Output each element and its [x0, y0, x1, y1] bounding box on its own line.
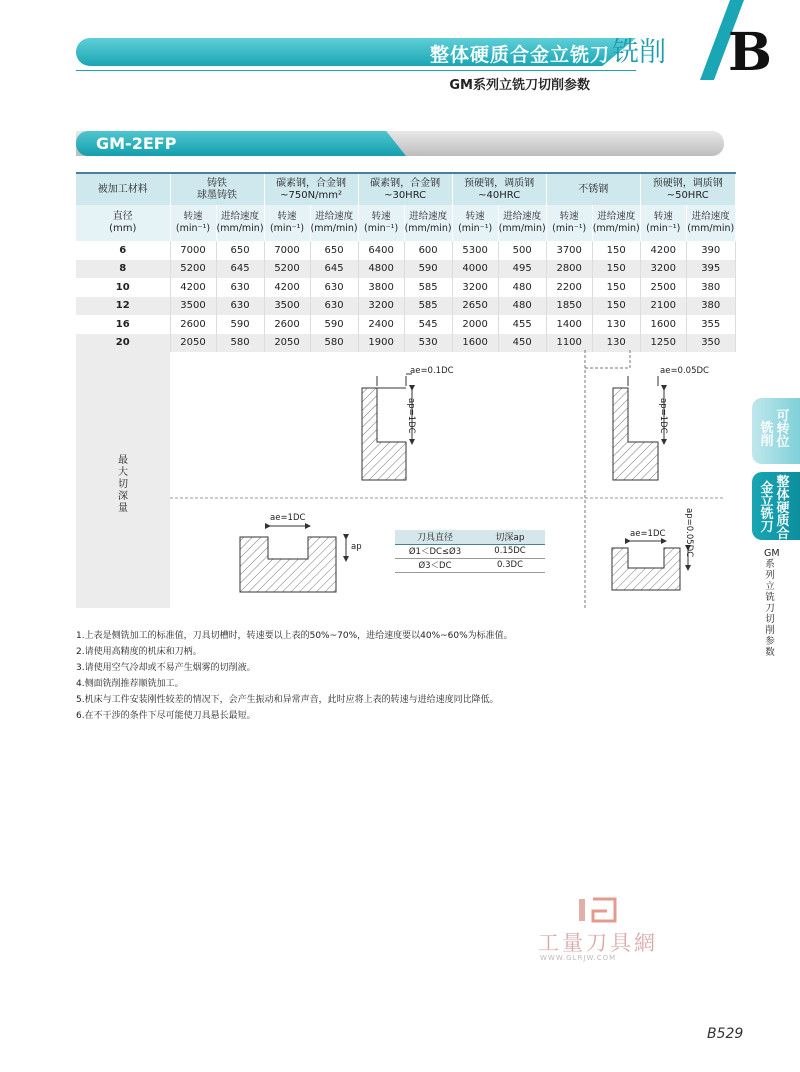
speed-cell: 7000 [264, 241, 310, 260]
speed-cell: 2050 [170, 334, 216, 353]
speed-cell: 3500 [170, 297, 216, 316]
feed-cell: 390 [686, 241, 735, 260]
side-tab-text: 整体硬质合 [776, 475, 790, 542]
ae-label-2: ae=0.05DC [660, 366, 709, 376]
speed-cell: 3200 [358, 297, 404, 316]
feed-cell: 350 [686, 334, 735, 353]
side-tab-solid-carbide[interactable] [752, 472, 800, 540]
speed-header: 转速 (min⁻¹) [640, 205, 686, 241]
ap-label-1: ap=1DC [406, 398, 416, 434]
speed-cell: 4000 [452, 260, 498, 279]
depth-table-row: Ø3＜DC 0.3DC [395, 558, 545, 572]
feed-cell: 600 [404, 241, 452, 260]
speed-header: 转速 (min⁻¹) [170, 205, 216, 241]
speed-cell: 3200 [452, 278, 498, 297]
ap-label-4: ap=0.05DC [684, 508, 694, 558]
feed-cell: 585 [404, 297, 452, 316]
speed-cell: 2400 [358, 315, 404, 334]
slot-profile-2 [612, 548, 680, 590]
speed-header: 转速 (min⁻¹) [452, 205, 498, 241]
ae-label-4: ae=1DC [630, 529, 666, 539]
feed-cell: 130 [592, 334, 640, 353]
material-header: 预硬钢，调质钢 ~40HRC [452, 173, 546, 205]
feed-cell: 455 [498, 315, 546, 334]
note: 5.机床与工件安装刚性较差的情况下，会产生振动和异常声音，此时应将上表的转速与进给速度同比降低。 [76, 695, 499, 705]
note: 2.请使用高精度的机床和刀柄。 [76, 647, 202, 657]
speed-cell: 5200 [170, 260, 216, 279]
feed-cell: 380 [686, 278, 735, 297]
feed-cell: 590 [404, 260, 452, 279]
note: 3.请使用空气冷却或不易产生烟雾的切削液。 [76, 663, 256, 673]
speed-cell: 1400 [546, 315, 592, 334]
header-category: 铣削 [612, 37, 666, 68]
speed-header: 转速 (min⁻¹) [264, 205, 310, 241]
material-label: 被加工材料 [76, 173, 170, 205]
note: 6.在不干涉的条件下尽可能使刀具悬长最短。 [76, 711, 256, 721]
speed-cell: 4800 [358, 260, 404, 279]
speed-cell: 2600 [264, 315, 310, 334]
notes [76, 628, 513, 724]
feed-cell: 630 [310, 278, 358, 297]
note: 4.侧面铣削推荐顺铣加工。 [76, 679, 184, 689]
watermark-logo-icon [575, 897, 631, 923]
speed-header: 转速 (min⁻¹) [358, 205, 404, 241]
material-header: 铸铁 球墨铸铁 [170, 173, 264, 205]
speed-cell: 6400 [358, 241, 404, 260]
diameter-header: 直径 (mm) [76, 205, 170, 241]
feed-cell: 495 [498, 260, 546, 279]
material-header: 碳素钢，合金钢 ~750N/mm² [264, 173, 358, 205]
speed-cell: 4200 [640, 241, 686, 260]
side-tab-text: 金立铣刀 [760, 481, 774, 535]
header-title: 整体硬质合金立铣刀 [429, 44, 610, 66]
feed-cell: 590 [216, 315, 264, 334]
speed-cell: 1250 [640, 334, 686, 353]
feed-cell: 580 [310, 334, 358, 353]
feed-cell: 380 [686, 297, 735, 316]
feed-cell: 480 [498, 297, 546, 316]
side-tab-text: 铣削 [760, 421, 774, 449]
feed-cell: 150 [592, 241, 640, 260]
side-tab-text: 可转位 [776, 409, 790, 450]
speed-cell: 1900 [358, 334, 404, 353]
depth-table-col2: 切深ap [475, 530, 545, 544]
feed-cell: 355 [686, 315, 735, 334]
speed-cell: 4200 [170, 278, 216, 297]
feed-cell: 645 [216, 260, 264, 279]
speed-cell: 2100 [640, 297, 686, 316]
header-subtitle: GM系列立铣刀切削参数 [449, 78, 590, 93]
speed-cell: 1850 [546, 297, 592, 316]
speed-cell: 2500 [640, 278, 686, 297]
speed-header: 转速 (min⁻¹) [546, 205, 592, 241]
diameter-cell: 20 [76, 334, 170, 353]
feed-header: 进给速度 (mm/min) [498, 205, 546, 241]
side-mill-profile [362, 388, 406, 480]
feed-cell: 630 [216, 297, 264, 316]
speed-cell: 2800 [546, 260, 592, 279]
feed-cell: 395 [686, 260, 735, 279]
feed-cell: 500 [498, 241, 546, 260]
speed-cell: 3700 [546, 241, 592, 260]
note: 1.上表是侧铣加工的标准值，刀具切槽时，转速要以上表的50%~70%，进给速度要以40%~60%为标准值。 [76, 631, 513, 641]
feed-cell: 150 [592, 278, 640, 297]
speed-cell: 2650 [452, 297, 498, 316]
ae-label-1: ae=0.1DC [410, 366, 454, 376]
depth-table-row: Ø1＜DC≤Ø3 0.15DC [395, 544, 545, 558]
side-mill-profile-2 [613, 388, 658, 480]
speed-cell: 1600 [640, 315, 686, 334]
header-letter: B [728, 22, 772, 83]
feed-cell: 630 [310, 297, 358, 316]
material-header: 不锈钢 [546, 173, 640, 205]
side-vertical-title: GM系列立铣刀切削参数 [764, 548, 780, 658]
speed-cell: 1600 [452, 334, 498, 353]
feed-cell: 580 [216, 334, 264, 353]
ap-label-3: ap [351, 542, 362, 552]
speed-cell: 2000 [452, 315, 498, 334]
section-title: GM-2EFP [96, 134, 177, 153]
feed-cell: 150 [592, 260, 640, 279]
feed-cell: 130 [592, 315, 640, 334]
feed-cell: 480 [498, 278, 546, 297]
speed-cell: 2050 [264, 334, 310, 353]
speed-cell: 1100 [546, 334, 592, 353]
ae-label-3: ae=1DC [270, 513, 306, 523]
watermark-url: WWW.GLRJW.COM [540, 954, 617, 962]
depth-table-col1: 刀具直径 [395, 530, 475, 544]
speed-cell: 2200 [546, 278, 592, 297]
feed-cell: 590 [310, 315, 358, 334]
feed-cell: 650 [216, 241, 264, 260]
feed-cell: 630 [216, 278, 264, 297]
ap-label-2: ap=1DC [658, 398, 668, 434]
speed-cell: 4200 [264, 278, 310, 297]
depth-label: 最大切深量 [118, 455, 128, 514]
feed-header: 进给速度 (mm/min) [592, 205, 640, 241]
speed-cell: 2600 [170, 315, 216, 334]
feed-cell: 645 [310, 260, 358, 279]
feed-header: 进给速度 (mm/min) [310, 205, 358, 241]
feed-cell: 150 [592, 297, 640, 316]
speed-cell: 3500 [264, 297, 310, 316]
feed-cell: 585 [404, 278, 452, 297]
speed-cell: 5300 [452, 241, 498, 260]
material-header: 预硬钢，调质钢 ~50HRC [640, 173, 735, 205]
feed-header: 进给速度 (mm/min) [686, 205, 735, 241]
feed-cell: 450 [498, 334, 546, 353]
speed-cell: 5200 [264, 260, 310, 279]
diameter-cell: 8 [76, 260, 170, 279]
diameter-cell: 12 [76, 297, 170, 316]
diameter-cell: 10 [76, 278, 170, 297]
feed-header: 进给速度 (mm/min) [404, 205, 452, 241]
diameter-cell: 16 [76, 315, 170, 334]
speed-cell: 3200 [640, 260, 686, 279]
feed-cell: 545 [404, 315, 452, 334]
side-tab-indexable[interactable] [752, 398, 800, 464]
diameter-cell: 6 [76, 241, 170, 260]
feed-header: 进给速度 (mm/min) [216, 205, 264, 241]
slot-profile [240, 537, 336, 592]
page-number: B529 [707, 1026, 744, 1042]
speed-cell: 7000 [170, 241, 216, 260]
depth-table-header [395, 530, 545, 544]
material-header: 碳素钢，合金钢 ~30HRC [358, 173, 452, 205]
feed-cell: 650 [310, 241, 358, 260]
speed-cell: 3800 [358, 278, 404, 297]
depth-table [395, 530, 545, 573]
watermark-text: 工量刀具網 [538, 931, 658, 955]
feed-cell: 530 [404, 334, 452, 353]
